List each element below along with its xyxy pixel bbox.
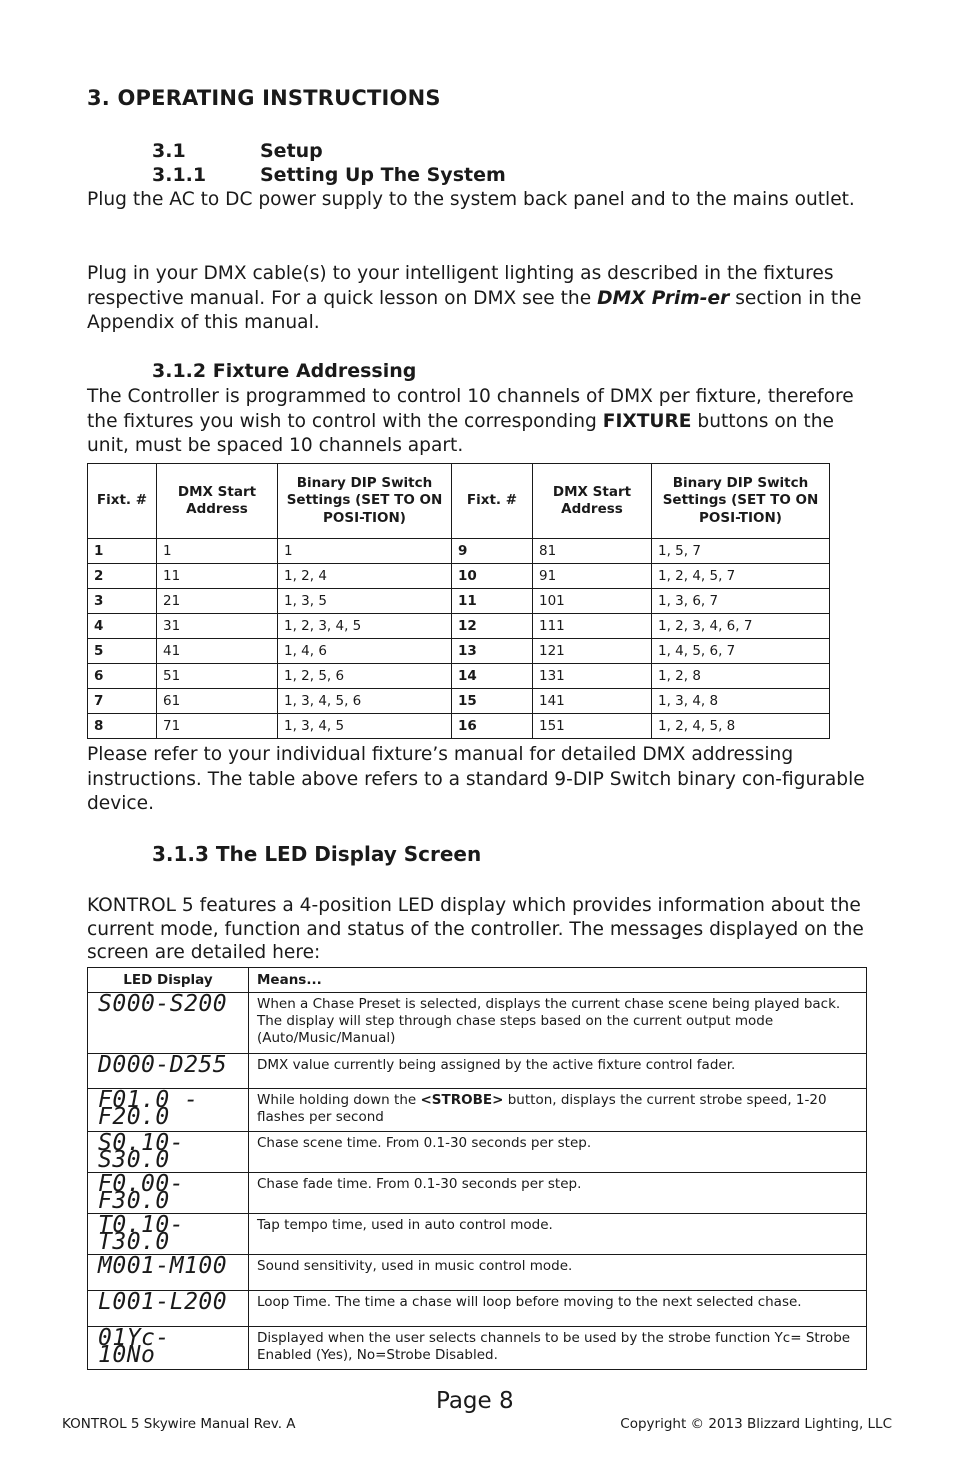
table-row <box>88 1327 867 1370</box>
table-cell: 1, 4, 5, 6, 7 <box>652 639 830 664</box>
dip-switch-table <box>87 463 830 739</box>
table-cell: 1, 3, 4, 5, 6 <box>278 689 452 714</box>
text: section in the Appendix of this manual. <box>87 287 862 333</box>
table-cell: 1, 2, 3, 4, 5 <box>278 614 452 639</box>
header-dmx-start: DMX Start Address <box>533 464 652 539</box>
led-display-code: T0.10-T30.0 <box>88 1214 249 1255</box>
led-display-table <box>87 967 867 1370</box>
table-cell: 31 <box>157 614 278 639</box>
led-display-meaning: Chase scene time. From 0.1-30 seconds per step. <box>249 1132 867 1173</box>
table-row <box>88 1173 867 1214</box>
table-cell: 41 <box>157 639 278 664</box>
table-cell: 1 <box>157 539 278 564</box>
table-cell: 81 <box>533 539 652 564</box>
table-row <box>88 664 830 689</box>
table-cell: 1, 3, 4, 5 <box>278 714 452 739</box>
table-cell: 1, 3, 5 <box>278 589 452 614</box>
header-means: Means... <box>249 968 867 993</box>
table-cell: 121 <box>533 639 652 664</box>
table-cell: 16 <box>452 714 533 739</box>
dmx-primer-ref: DMX Prim-er <box>597 287 730 309</box>
table-cell: 11 <box>452 589 533 614</box>
table-cell: 1, 3, 4, 8 <box>652 689 830 714</box>
led-display-meaning: Chase fade time. From 0.1-30 seconds per step. <box>249 1173 867 1214</box>
table-row <box>88 564 830 589</box>
text: While holding down the <box>257 1092 421 1108</box>
table-row <box>88 1255 867 1291</box>
table-cell: 10 <box>452 564 533 589</box>
table-cell: 141 <box>533 689 652 714</box>
led-display-code: D000-D255 <box>88 1054 249 1089</box>
table-row <box>88 1054 867 1089</box>
table-cell: 8 <box>88 714 157 739</box>
table-cell: 1, 2, 4, 5, 7 <box>652 564 830 589</box>
table-cell: 91 <box>533 564 652 589</box>
table-cell: 111 <box>533 614 652 639</box>
header-led-display: LED Display <box>88 968 249 993</box>
text: Plug in your DMX cable(s) to your intelligent lighting as described in the fixtures respective manual. For a quick lesson on DMX see the <box>87 263 834 309</box>
footer-manual-title: KONTROL 5 Skywire Manual Rev. A <box>62 1416 296 1432</box>
table-cell: 6 <box>88 664 157 689</box>
table-cell: 5 <box>88 639 157 664</box>
table-cell: 12 <box>452 614 533 639</box>
header-fixt: Fixt. # <box>452 464 533 539</box>
led-display-code: L001-L200 <box>88 1291 249 1327</box>
paragraph-led: KONTROL 5 features a 4-position LED display which provides information about the current mode, function and status of the controller. The messages displayed on the screen are detailed here: <box>87 895 864 963</box>
table-cell: 1, 2, 4 <box>278 564 452 589</box>
led-display-meaning: Tap tempo time, used in auto control mode. <box>249 1214 867 1255</box>
table-row <box>88 1214 867 1255</box>
table-cell: 15 <box>452 689 533 714</box>
section-number: 3.1.1 <box>152 164 207 186</box>
table-cell: 151 <box>533 714 652 739</box>
table-cell: 14 <box>452 664 533 689</box>
fixture-keyword: FIXTURE <box>602 410 692 432</box>
text: buttons on the unit, must be spaced 10 channels apart. <box>87 410 834 456</box>
section-title: Setup <box>260 140 323 162</box>
table-row <box>88 993 867 1054</box>
table-row <box>88 639 830 664</box>
table-cell: 101 <box>533 589 652 614</box>
table-cell: 1, 3, 6, 7 <box>652 589 830 614</box>
text: button, displays the current strobe speed, 1-20 flashes per second <box>257 1092 827 1125</box>
table-cell: 1, 2, 5, 6 <box>278 664 452 689</box>
paragraph-addressing <box>87 385 877 459</box>
table-cell: 7 <box>88 689 157 714</box>
led-display-code: F0.00-F30.0 <box>88 1173 249 1214</box>
page-number: Page 8 <box>436 1388 514 1414</box>
table-header-row <box>88 968 867 993</box>
led-display-meaning: Displayed when the user selects channels to be used by the strobe function Yc= Strobe Enabled (Yes), No=Strobe Disabled. <box>249 1327 867 1370</box>
table-cell: 131 <box>533 664 652 689</box>
section-3-1-1 <box>152 164 506 186</box>
led-display-meaning: Sound sensitivity, used in music control mode. <box>249 1255 867 1291</box>
page-heading: 3. OPERATING INSTRUCTIONS <box>87 86 441 110</box>
text: The Controller is programmed to control 10 channels of DMX per fixture, therefore the fixtures you wish to control with the corresponding <box>87 386 854 432</box>
header-dip-settings: Binary DIP Switch Settings (SET TO ON POSI-TION) <box>278 464 452 539</box>
table-row <box>88 1291 867 1327</box>
table-cell: 1, 5, 7 <box>652 539 830 564</box>
led-display-meaning: When a Chase Preset is selected, displays the current chase scene being played back. The display will step through chase steps based on the current output mode (Auto/Music/Manual) <box>249 993 867 1054</box>
table-cell: 1 <box>88 539 157 564</box>
table-cell: 9 <box>452 539 533 564</box>
table-cell: 61 <box>157 689 278 714</box>
table-cell: 11 <box>157 564 278 589</box>
table-cell: 1, 2, 8 <box>652 664 830 689</box>
table-row <box>88 714 830 739</box>
table-cell: 51 <box>157 664 278 689</box>
led-display-code: S0.10-S30.0 <box>88 1132 249 1173</box>
table-row <box>88 689 830 714</box>
table-cell: 1, 2, 3, 4, 6, 7 <box>652 614 830 639</box>
header-dmx-start: DMX Start Address <box>157 464 278 539</box>
led-display-meaning: Loop Time. The time a chase will loop before moving to the next selected chase. <box>249 1291 867 1327</box>
led-display-code: M001-M100 <box>88 1255 249 1291</box>
table-row <box>88 589 830 614</box>
led-display-meaning <box>249 1089 867 1132</box>
section-number: 3.1 <box>152 140 186 162</box>
header-dip-settings: Binary DIP Switch Settings (SET TO ON POSI-TION) <box>652 464 830 539</box>
table-cell: 3 <box>88 589 157 614</box>
paragraph-dmx-cable <box>87 262 877 336</box>
table-cell: 2 <box>88 564 157 589</box>
table-cell: 1, 4, 6 <box>278 639 452 664</box>
table-row <box>88 614 830 639</box>
table-header-row <box>88 464 830 539</box>
led-display-meaning: DMX value currently being assigned by the active fixture control fader. <box>249 1054 867 1089</box>
table-cell: 1, 2, 4, 5, 8 <box>652 714 830 739</box>
section-3-1-2-title: 3.1.2 Fixture Addressing <box>152 360 417 382</box>
table-cell: 13 <box>452 639 533 664</box>
paragraph-power: Plug the AC to DC power supply to the system back panel and to the mains outlet. <box>87 189 855 210</box>
strobe-button-ref: <STROBE> <box>420 1092 504 1108</box>
table-cell: 1 <box>278 539 452 564</box>
section-3-1 <box>152 140 323 162</box>
led-display-code: F01.0 - F20.0 <box>88 1089 249 1132</box>
paragraph-refer: Please refer to your individual fixture’s manual for detailed DMX addressing instructions. The table above refers to a standard 9-DIP Switch binary con-figurable device. <box>87 744 865 814</box>
section-title: Setting Up The System <box>260 164 506 186</box>
footer-copyright: Copyright © 2013 Blizzard Lighting, LLC <box>620 1416 892 1432</box>
table-row <box>88 539 830 564</box>
table-row <box>88 1132 867 1173</box>
led-display-code: 01Yc- 10No <box>88 1327 249 1370</box>
table-cell: 71 <box>157 714 278 739</box>
table-cell: 21 <box>157 589 278 614</box>
led-display-code: S000-S200 <box>88 993 249 1054</box>
header-fixt: Fixt. # <box>88 464 157 539</box>
section-3-1-3-title: 3.1.3 The LED Display Screen <box>152 842 482 866</box>
table-cell: 4 <box>88 614 157 639</box>
table-row <box>88 1089 867 1132</box>
